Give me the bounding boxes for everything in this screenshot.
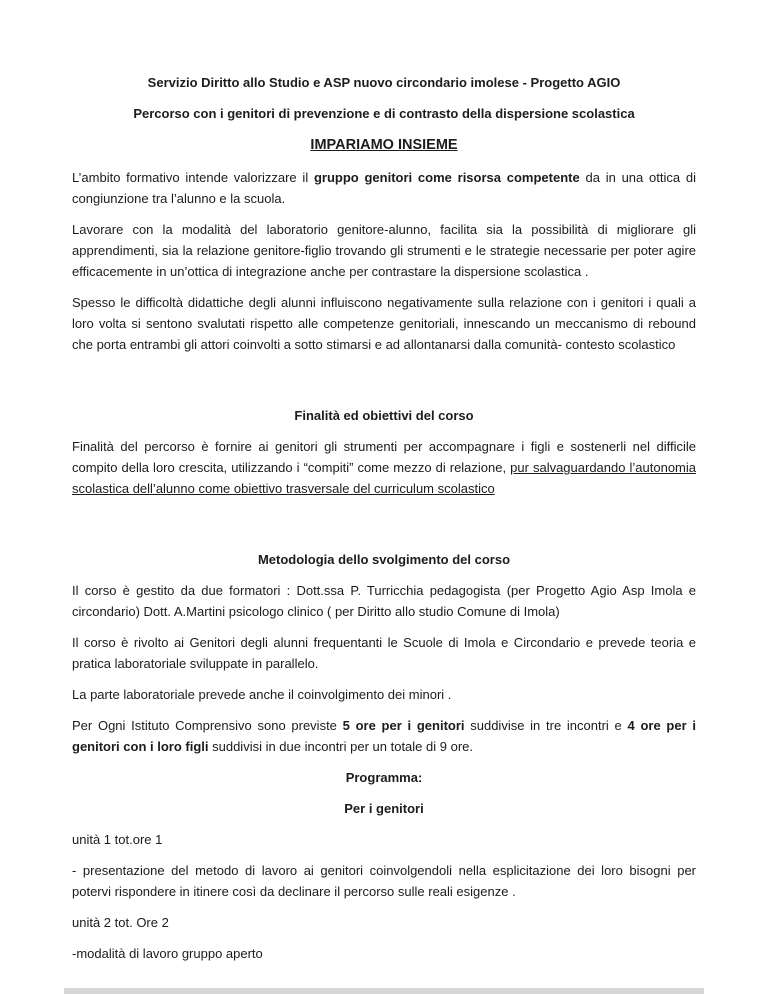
paragraph-ore-previste	[72, 715, 696, 757]
paragraph-ambito-formativo	[72, 167, 696, 209]
text-run: Per i genitori	[344, 801, 424, 816]
text-run: Percorso con i genitori di prevenzione e di contrasto della dispersione scolastica	[133, 106, 635, 121]
text-run: La parte laboratoriale prevede anche il coinvolgimento dei minori .	[72, 687, 452, 702]
text-run: Lavorare con la modalità del laboratorio genitore-alunno, facilita sia la possibilità di migliorare gli apprendimenti, sia la relazione genitore-figlio trovando gli strumenti e le strategie necessarie per poter agire efficacemente in un’ottica di integrazione anche per contrastare la dispersione scolastica .	[72, 222, 696, 279]
text-run: Programma:	[345, 770, 423, 785]
doc-header-line-1	[72, 72, 696, 93]
paragraph-lavorare-modalita	[72, 219, 696, 282]
text-run: Finalità ed obiettivi del corso	[294, 408, 474, 423]
section-heading-finalita	[72, 405, 696, 426]
doc-header-line-2	[72, 103, 696, 124]
paragraph-unita-2	[72, 912, 696, 933]
paragraph-unita-1	[72, 829, 696, 850]
text-run: Il corso è rivolto ai Genitori degli alunni frequentanti le Scuole di Imola e Circondario e prevede teoria e pratica laboratoriale sviluppate in parallelo.	[72, 635, 696, 671]
document-body	[72, 72, 696, 964]
section-heading-per-i-genitori	[72, 798, 696, 819]
text-run: Spesso le difficoltà didattiche degli alunni influiscono negativamente sulla relazione con i genitori i quali a loro volta si sentono svalutati rispetto alle competenze genitoriali, innescando un meccanismo di rebound che porta entrambi gli attori coinvolti a sotto stimarsi e ad allontanarsi dalla comunità- contesto scolastico	[72, 295, 696, 352]
text-run: suddivisi in due incontri per un totale di 9 ore.	[208, 739, 473, 754]
text-run: L’ambito formativo intende valorizzare il	[72, 170, 314, 185]
text-run: Servizio Diritto allo Studio e ASP nuovo circondario imolese - Progetto AGIO	[147, 75, 621, 90]
doc-main-title	[72, 134, 696, 157]
text-run: suddivise in tre incontri e	[464, 718, 628, 733]
paragraph-corso-gestito	[72, 580, 696, 622]
text-run: -modalità di lavoro gruppo aperto	[72, 946, 263, 961]
text-run: Per Ogni Istituto Comprensivo sono previste	[72, 718, 343, 733]
text-run: 4 ore per i genitori con i loro figli	[72, 718, 696, 754]
section-heading-metodologia	[72, 549, 696, 570]
text-run: gruppo genitori come risorsa competente	[313, 170, 580, 185]
text-run: Metodologia dello svolgimento del corso	[257, 552, 511, 567]
paragraph-finalita-percorso	[72, 436, 696, 499]
text-run: 5 ore per i genitori	[342, 718, 465, 733]
paragraph-parte-laboratoriale	[72, 684, 696, 705]
spacer-1	[72, 365, 696, 405]
text-run: unità 2 tot. Ore 2	[72, 915, 169, 930]
text-run: IMPARIAMO INSIEME	[310, 137, 458, 153]
paragraph-spesso-difficolta	[72, 292, 696, 355]
spacer-2	[72, 509, 696, 549]
text-run: pur salvaguardando l’autonomia scolastica dell’alunno come obiettivo trasversale del curriculum scolastico	[72, 460, 696, 496]
text-run: da in una ottica di congiunzione tra l’alunno e la scuola.	[72, 170, 696, 206]
page-bottom-divider	[64, 988, 704, 994]
paragraph-modalita-lavoro	[72, 943, 696, 964]
text-run: Finalità del percorso è fornire ai genitori gli strumenti per accompagnare i figli e sostenerli nel difficile compito della loro crescita, utilizzando i “compiti” come mezzo di relazione,	[72, 439, 696, 475]
text-run: unità 1 tot.ore 1	[72, 832, 163, 847]
paragraph-corso-rivolto	[72, 632, 696, 674]
section-heading-programma	[72, 767, 696, 788]
text-run: Il corso è gestito da due formatori : Dott.ssa P. Turricchia pedagogista (per Progetto Agio Asp Imola e circondario) Dott. A.Martini psicologo clinico ( per Diritto allo studio Comune di Imola)	[72, 583, 696, 619]
text-run: - presentazione del metodo di lavoro ai genitori coinvolgendoli nella esplicitazione dei loro bisogni per potervi rispondere in itinere così da declinare il percorso sulle reali esigenze .	[72, 863, 696, 899]
paragraph-presentazione-metodo	[72, 860, 696, 902]
